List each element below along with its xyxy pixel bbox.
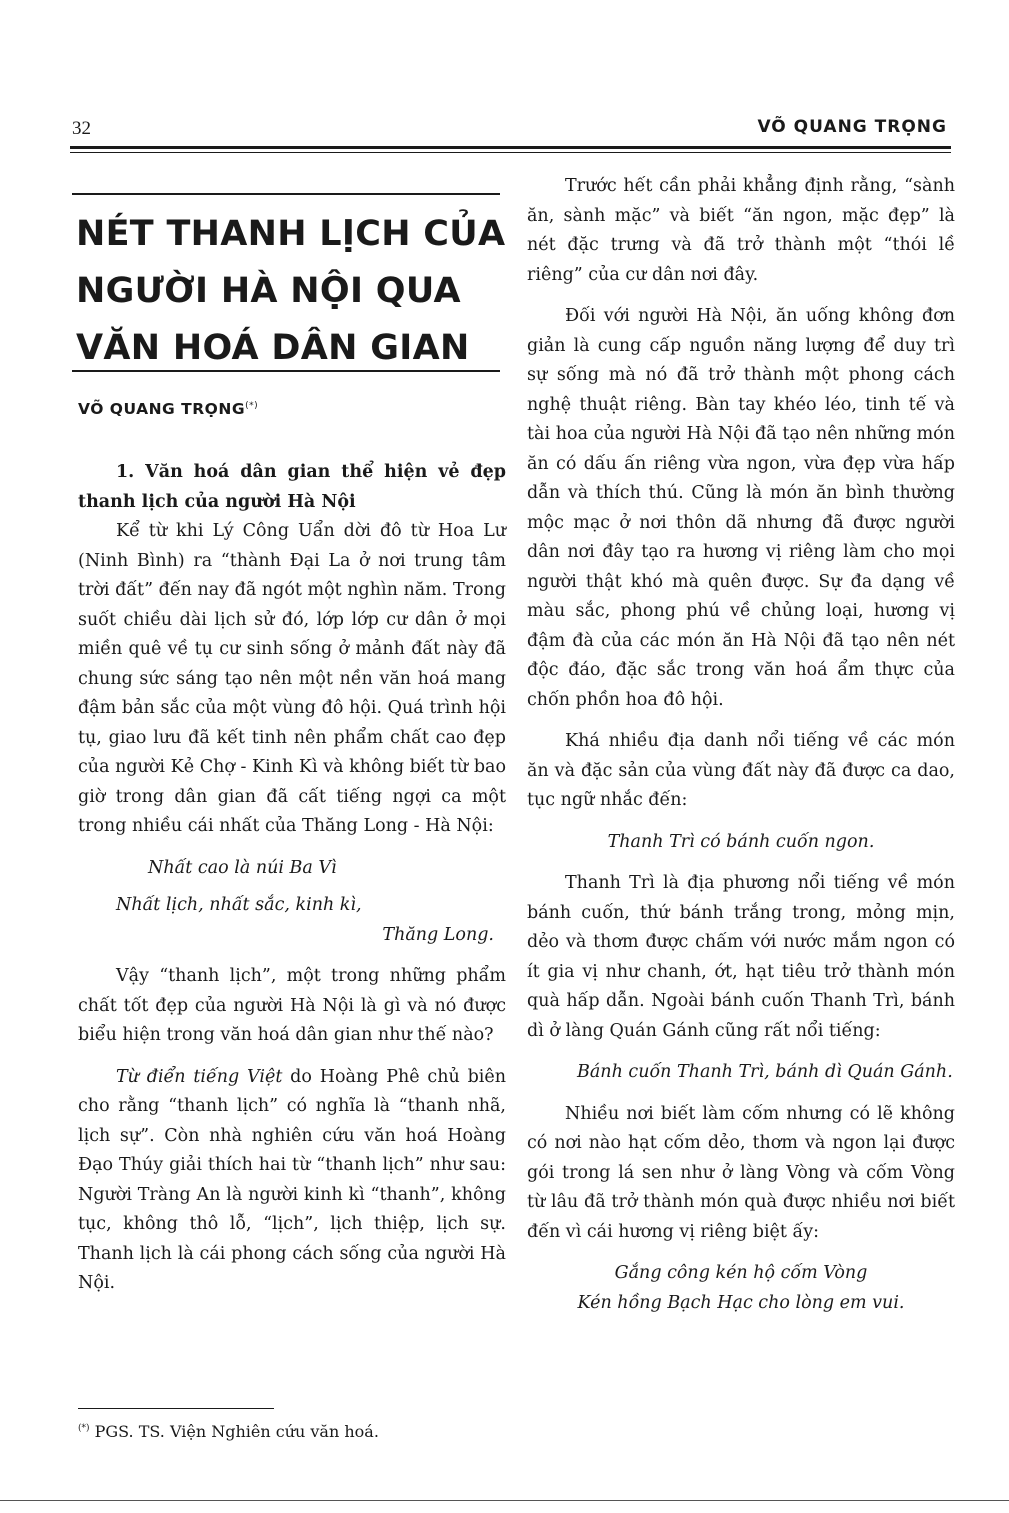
right-column-body — [527, 172, 955, 1318]
paragraph: Trước hết cần phải khẳng định rằng, “sành ăn, sành mặc” và biết “ăn ngon, mặc đẹp” là nét đặc trưng và đã trở thành một “thói lề riêng” của cư dân nơi đây. — [527, 176, 955, 285]
paragraph: Vậy “thanh lịch”, một trong những phẩm chất tốt đẹp của người Hà Nội là gì và nó được biểu hiện trong văn hoá dân gian như thế nào? — [78, 966, 506, 1045]
header-rule-thick — [70, 146, 951, 149]
verse-line: Bánh cuốn Thanh Trì, bánh dì Quán Gánh. — [577, 1062, 953, 1082]
article-title: NÉT THANH LỊCH CỦA NGƯỜI HÀ NỘI QUA VĂN HOÁ DÂN GIAN — [76, 214, 506, 368]
footnote-text: PGS. TS. Viện Nghiên cứu văn hoá. — [89, 1422, 379, 1441]
section-heading: 1. Văn hoá dân gian thể hiện vẻ đẹp thanh lịch của người Hà Nội — [78, 462, 506, 512]
title-rule-top — [72, 193, 500, 195]
book-title: Từ điển tiếng Việt — [116, 1066, 283, 1087]
header-rule-thin — [70, 152, 951, 153]
verse-line: Nhất cao là núi Ba Vì — [148, 857, 337, 878]
verse-line: Gắng công kén hộ cốm Vòng — [614, 1263, 868, 1283]
paragraph: Kể từ khi Lý Công Uẩn dời đô từ Hoa Lư (Ninh Bình) ra “thành Đại La ở nơi trung tâm trời đất” đến nay đã ngót một nghìn năm. Trong suốt chiều dài lịch sử đó, lớp lớp cư dân ở mọi miền quê về tụ cư sinh sống ở mảnh đất này đã chung sức sáng tạo nên một nền văn hoá mang đậm bản sắc của một vùng đô hội. Quá trình hội tụ, giao lưu đã kết tinh nên phẩm chất cao đẹp của người Kẻ Chợ - Kinh Kì và không biết từ bao giờ trong dân gian đã cất tiếng ngợi ca một trong nhiều cái nhất của Thăng Long - Hà Nội: — [78, 521, 506, 836]
verse-line: Thanh Trì có bánh cuốn ngon. — [607, 831, 875, 852]
author-byline — [78, 400, 258, 418]
footnote-mark: (*) — [78, 1423, 90, 1434]
verse-line: Nhất lịch, nhất sắc, kinh kì, — [116, 895, 362, 915]
verse-block — [527, 1259, 955, 1318]
footnote-rule — [78, 1408, 274, 1409]
paragraph: Thanh Trì là địa phương nổi tiếng về món bánh cuốn, thứ bánh trắng trong, mỏng mịn, dẻo và thơm được chấm với nước mắm ngon có ít gia vị như chanh, ớt, hạt tiêu trở thành món quà hấp dẫn. Ngoài bánh cuốn Thanh Trì, bánh dì ở làng Quán Gánh cũng rất nổi tiếng: — [527, 873, 955, 1041]
footnote — [78, 1422, 379, 1441]
verse-block — [78, 854, 506, 951]
author-name: VÕ QUANG TRỌNG — [78, 400, 246, 418]
paragraph-text: do Hoàng Phê chủ biên cho rằng “thanh lịch” có nghĩa là “thanh nhã, lịch sự”. Còn nhà nghiên cứu văn hoá Hoàng Đạo Thúy giải thích hai từ “thanh lịch” như sau: Người Tràng An là người kinh kì “thanh”, không tục, không thô lỗ, “lịch”, lịch thiệp, lịch sự. Thanh lịch là cái phong cách sống của người Hà Nội. — [78, 1066, 506, 1293]
running-head: VÕ QUANG TRỌNG — [757, 117, 947, 137]
paragraph — [78, 1063, 506, 1299]
paragraph: Đối với người Hà Nội, ăn uống không đơn giản là cung cấp nguồn năng lượng để duy trì sự sống mà nó đã trở thành một phong cách nghệ thuật riêng. Bàn tay khéo léo, tinh tế và tài hoa của người Hà Nội đã tạo nên những món ăn có dấu ấn riêng vừa ngon, vừa đẹp vừa hấp dẫn và thích thú. Cũng là món ăn bình thường mộc mạc ở nơi thôn dã nhưng đã được người dân nơi đây tạo ra hương vị riêng làm cho mọi người thật khó mà quên được. Sự đa dạng về màu sắc, phong phú về chủng loại, hương vị đậm đà của các món ăn Hà Nội đã tạo nên nét độc đáo, đặc sắc trong văn hoá ẩm thực của chốn phồn hoa đô hội. — [527, 306, 955, 710]
page-number: 32 — [72, 118, 91, 139]
left-column-body — [78, 458, 506, 1299]
page-bottom-rule — [0, 1500, 1009, 1501]
verse-line: Thăng Long. — [382, 924, 494, 945]
paragraph: Khá nhiều địa danh nổi tiếng về các món ăn và đặc sản của vùng đất này đã được ca dao, tục ngữ nhắc đến: — [527, 731, 955, 810]
paragraph: Nhiều nơi biết làm cốm nhưng có lẽ không có nơi nào hạt cốm dẻo, thơm và ngon lại được gói trong lá sen như ở làng Vòng và cốm Vòng từ lâu đã trở thành món quà được nhiều nơi biết đến vì cái hương vị riêng biệt ấy: — [527, 1103, 955, 1242]
author-footnote-mark: (*) — [245, 400, 259, 411]
verse-line: Kén hồng Bạch Hạc cho lòng em vui. — [577, 1292, 905, 1313]
title-rule-bottom — [72, 370, 500, 372]
